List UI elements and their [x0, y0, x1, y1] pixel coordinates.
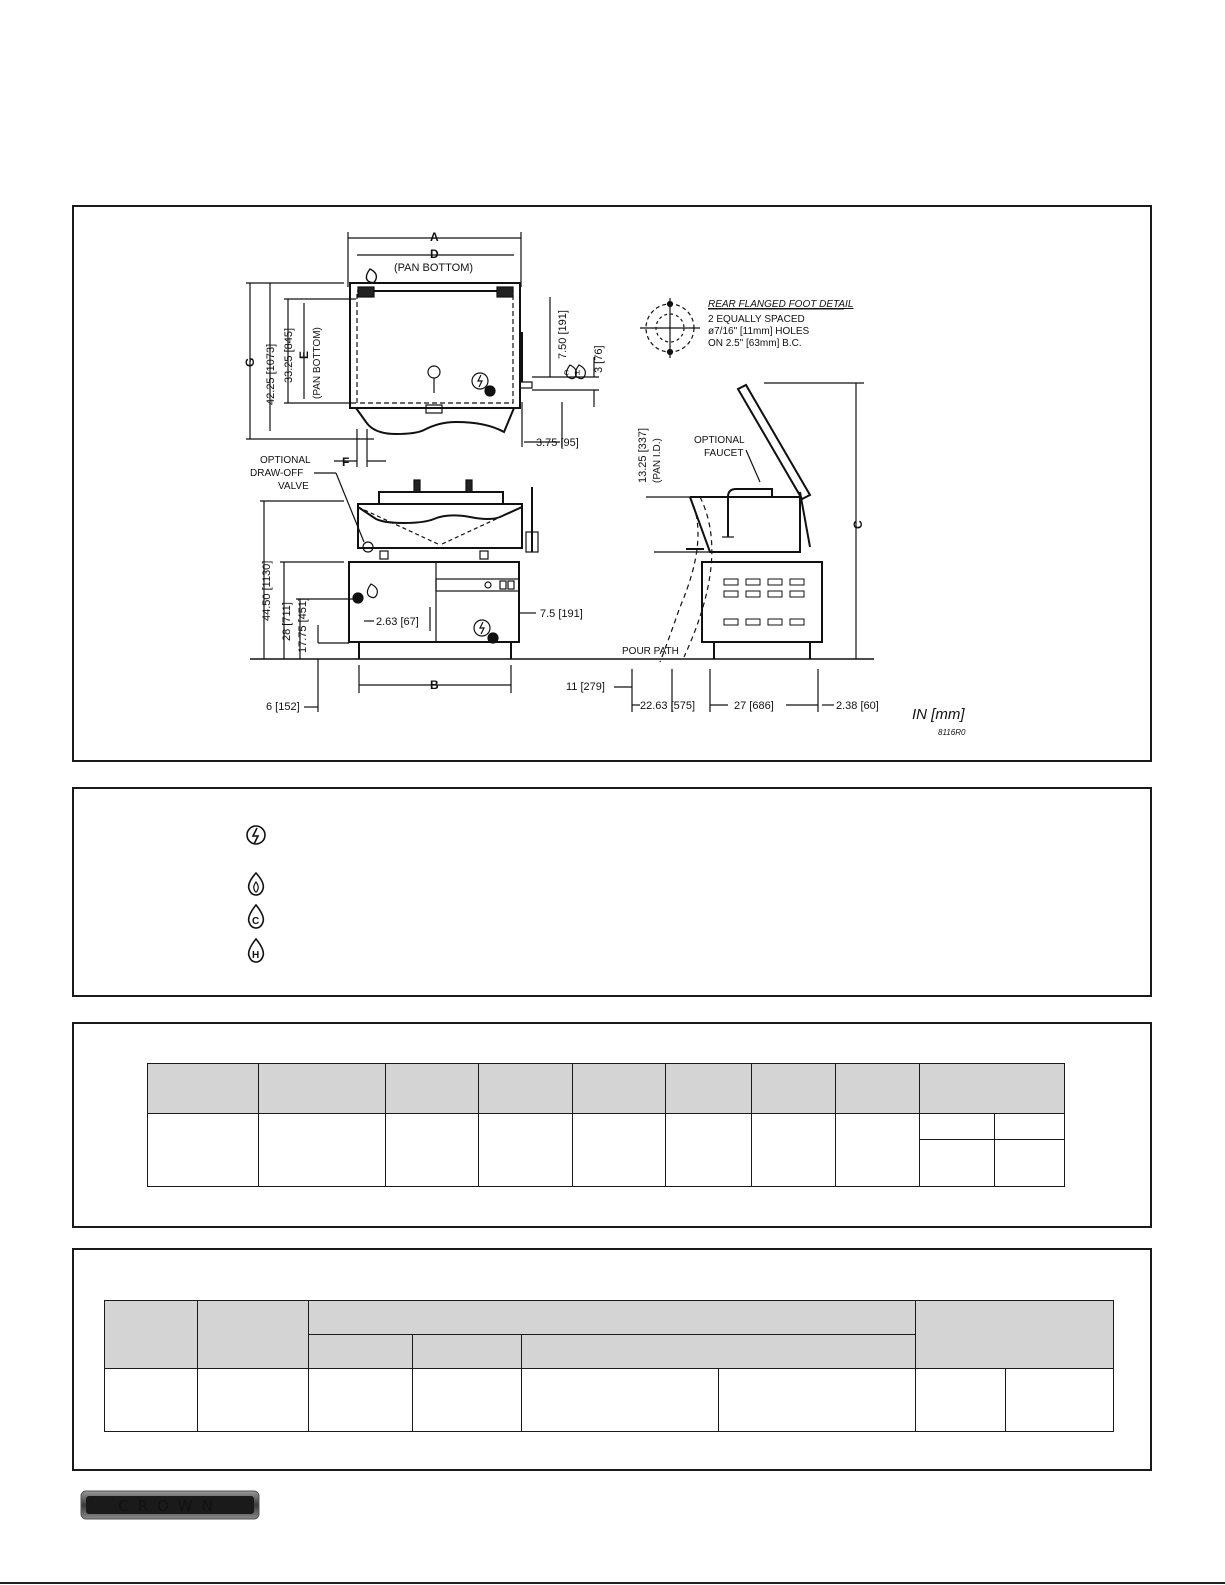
- dim-b-label: B: [430, 678, 439, 692]
- dim-263-label: 2.63 [67]: [376, 616, 419, 628]
- dim-11-label: 11 [279]: [566, 681, 605, 693]
- optional-valve-line2: DRAW-OFF: [250, 468, 304, 479]
- table-cell: [666, 1114, 752, 1187]
- foot-detail-title: REAR FLANGED FOOT DETAIL: [708, 299, 854, 310]
- table-cell: [413, 1369, 522, 1432]
- pan-bottom-top-label: (PAN BOTTOM): [394, 262, 474, 274]
- table-header-row: [105, 1301, 1114, 1335]
- table-cell: [836, 1114, 920, 1187]
- table-header-row: [148, 1064, 1065, 1114]
- dim-c-label: C: [851, 520, 865, 529]
- cold-water-icon: [242, 902, 272, 932]
- optional-faucet-line1: OPTIONAL: [694, 435, 745, 446]
- drawing-number: 8116R0: [938, 728, 966, 737]
- pan-id-label: (PAN I.D.): [652, 438, 663, 483]
- foot-detail-line3: ON 2.5" [63mm] B.C.: [708, 338, 802, 349]
- dim-2263-label: 22.63 [575]: [640, 700, 696, 712]
- header-cell: [666, 1064, 752, 1114]
- electrical-specs-panel: [72, 1022, 1152, 1228]
- hot-water-glyph: H: [252, 950, 260, 961]
- table-cell: [479, 1114, 573, 1187]
- electrical-specs-table: [147, 1063, 1065, 1187]
- table-row: [148, 1114, 1065, 1140]
- crown-logo: [80, 1490, 260, 1520]
- dim-28-label: 28 [711]: [281, 602, 293, 641]
- cold-water-glyph: C: [252, 916, 260, 927]
- table-cell: [198, 1369, 309, 1432]
- table-cell: [573, 1114, 666, 1187]
- dim-d-label: D: [430, 247, 439, 261]
- dim-3325-label: 33.25 [845]: [283, 327, 295, 383]
- table-cell: [105, 1369, 198, 1432]
- dim-f-label: F: [342, 455, 350, 469]
- side-view: [566, 383, 879, 712]
- header-cell: [920, 1064, 1065, 1114]
- dim-a-label: A: [430, 230, 439, 244]
- table-cell: [920, 1114, 995, 1140]
- dimension-drawing: [74, 207, 1150, 760]
- pan-bottom-side-label: (PAN BOTTOM): [312, 327, 323, 399]
- optional-valve-line3: VALVE: [278, 481, 309, 492]
- header-cell: [198, 1301, 309, 1369]
- header-cell: [836, 1064, 920, 1114]
- dim-4225-label: 42.25 [1073]: [265, 343, 277, 405]
- dim-75-label: 7.5 [191]: [540, 608, 583, 620]
- dim-6-label: 6 [152]: [266, 701, 300, 713]
- foot-detail-line1: 2 EQUALLY SPACED: [708, 314, 805, 325]
- header-cell: [105, 1301, 198, 1369]
- dimension-drawing-panel: [72, 205, 1152, 762]
- table-cell: [995, 1114, 1065, 1140]
- footer-rule: [0, 1582, 1225, 1584]
- header-cell: [148, 1064, 259, 1114]
- dim-1325-label: 13.25 [337]: [637, 427, 649, 483]
- table-cell: [1006, 1369, 1114, 1432]
- dim-375-label: 3.75 [95]: [536, 437, 579, 449]
- table-cell: [148, 1114, 259, 1187]
- electric-icon: [242, 821, 272, 851]
- optional-valve-line1: OPTIONAL: [260, 455, 311, 466]
- table-cell: [386, 1114, 479, 1187]
- connection-specs-panel: [72, 1248, 1152, 1471]
- units-label: IN [mm]: [912, 706, 965, 723]
- header-cell: [522, 1335, 916, 1369]
- pour-path-label: POUR PATH: [622, 646, 679, 657]
- dim-e-label: E: [297, 350, 311, 359]
- dim-27-label: 27 [686]: [734, 700, 774, 712]
- header-cell: [413, 1335, 522, 1369]
- dim-750-label: 7.50 [191]: [557, 310, 569, 359]
- dim-238-label: 2.38 [60]: [836, 700, 879, 712]
- front-view: [250, 455, 874, 713]
- table-cell: [920, 1140, 995, 1187]
- header-cell: [259, 1064, 386, 1114]
- optional-faucet-line2: FAUCET: [704, 448, 744, 459]
- header-cell: [573, 1064, 666, 1114]
- table-cell: [522, 1369, 719, 1432]
- dim-g-label: G: [243, 357, 257, 367]
- foot-detail: [640, 298, 853, 358]
- svg-text:H: H: [575, 370, 581, 377]
- dim-3-label: 3 [76]: [593, 345, 605, 373]
- table-cell: [752, 1114, 836, 1187]
- header-cell: [309, 1335, 413, 1369]
- table-row: [105, 1369, 1114, 1432]
- table-cell: [719, 1369, 916, 1432]
- header-cell: [479, 1064, 573, 1114]
- header-cell: [916, 1301, 1114, 1369]
- utility-legend-panel: [72, 787, 1152, 997]
- header-cell: [386, 1064, 479, 1114]
- dim-4450-label: 44.50 [1130]: [261, 560, 273, 621]
- hot-water-icon: [242, 936, 272, 966]
- header-cell: [309, 1301, 916, 1335]
- foot-detail-line2: ø7/16" [11mm] HOLES: [708, 326, 810, 337]
- logo-text: CROWN: [118, 1497, 222, 1515]
- header-cell: [752, 1064, 836, 1114]
- table-cell: [309, 1369, 413, 1432]
- dim-1775-label: 17.75 [451]: [297, 597, 309, 653]
- svg-text:C: C: [564, 370, 570, 377]
- table-cell: [995, 1140, 1065, 1187]
- gas-icon: [242, 869, 272, 899]
- top-view: [243, 230, 605, 469]
- connection-specs-table: [104, 1300, 1114, 1432]
- table-cell: [259, 1114, 386, 1187]
- table-cell: [916, 1369, 1006, 1432]
